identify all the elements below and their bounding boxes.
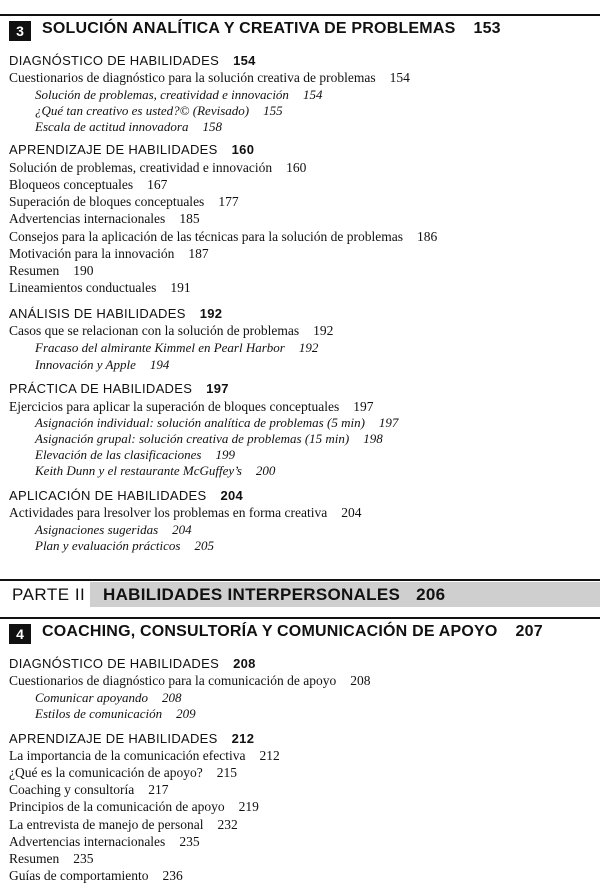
- section-heading: ANÁLISIS DE HABILIDADES 192: [9, 306, 223, 321]
- toc-entry[interactable]: Consejos para la aplicación de las técnicas para la solución de problemas 186: [9, 229, 438, 244]
- toc-entry[interactable]: Advertencias internacionales 235: [9, 834, 200, 849]
- toc-entry[interactable]: Superación de bloques conceptuales 177: [9, 194, 239, 209]
- toc-subentry[interactable]: ¿Qué tan creativo es usted?© (Revisado) 155: [35, 103, 283, 118]
- part-label: PARTE II: [12, 585, 86, 604]
- chapter-rule: [0, 14, 600, 16]
- part-rule: [0, 579, 600, 581]
- chapter-rule: [0, 617, 600, 619]
- toc-entry[interactable]: Guías de comportamiento 236: [9, 868, 183, 883]
- toc-entry[interactable]: Bloqueos conceptuales 167: [9, 177, 168, 192]
- section-heading: APRENDIZAJE DE HABILIDADES 212: [9, 731, 255, 746]
- toc-entry[interactable]: Cuestionarios de diagnóstico para la solución creativa de problemas 154: [9, 70, 410, 85]
- toc-entry[interactable]: Cuestionarios de diagnóstico para la comunicación de apoyo 208: [9, 673, 371, 688]
- part-page: 206: [416, 585, 446, 604]
- toc-subentry[interactable]: Innovación y Apple 194: [35, 357, 170, 372]
- part-banner: [0, 579, 600, 609]
- toc-entry[interactable]: Resumen 190: [9, 263, 94, 278]
- part-title: HABILIDADES INTERPERSONALES 206: [103, 585, 446, 604]
- chapter-page: 207: [515, 623, 543, 640]
- section-heading: APRENDIZAJE DE HABILIDADES 160: [9, 142, 255, 157]
- toc-subentry[interactable]: Solución de problemas, creatividad e innovación 154: [35, 87, 323, 102]
- section-heading: APLICACIÓN DE HABILIDADES 204: [9, 488, 244, 503]
- toc-entry[interactable]: Advertencias internacionales 185: [9, 211, 200, 226]
- section-heading: DIAGNÓSTICO DE HABILIDADES 154: [9, 53, 256, 68]
- toc-subentry[interactable]: Fracaso del almirante Kimmel en Pearl Harbor 192: [35, 340, 319, 355]
- toc-subentry[interactable]: Plan y evaluación prácticos 205: [35, 538, 214, 553]
- toc-entry[interactable]: Resumen 235: [9, 851, 94, 866]
- toc-entry[interactable]: Solución de problemas, creatividad e innovación 160: [9, 160, 307, 175]
- toc-subentry[interactable]: Elevación de las clasificaciones 199: [35, 447, 235, 462]
- toc-subentry[interactable]: Escala de actitud innovadora 158: [35, 119, 222, 134]
- chapter-number: 3: [9, 21, 31, 41]
- toc-entry[interactable]: Actividades para lresolver los problemas en forma creativa 204: [9, 505, 362, 520]
- toc-entry[interactable]: Motivación para la innovación 187: [9, 246, 209, 261]
- toc-entry[interactable]: La entrevista de manejo de personal 232: [9, 817, 238, 832]
- toc-subentry[interactable]: Estilos de comunicación 209: [35, 706, 196, 721]
- toc-entry[interactable]: Casos que se relacionan con la solución de problemas 192: [9, 323, 334, 338]
- chapter-page: 153: [473, 20, 501, 37]
- section-heading: DIAGNÓSTICO DE HABILIDADES 208: [9, 656, 256, 671]
- section-heading: PRÁCTICA DE HABILIDADES 197: [9, 381, 229, 396]
- toc-subentry[interactable]: Asignación individual: solución analítica de problemas (5 min) 197: [35, 415, 399, 430]
- chapter-number: 4: [9, 624, 31, 644]
- toc-entry[interactable]: Coaching y consultoría 217: [9, 782, 169, 797]
- toc-subentry[interactable]: Comunicar apoyando 208: [35, 690, 182, 705]
- toc-entry[interactable]: Lineamientos conductuales 191: [9, 280, 191, 295]
- toc-entry[interactable]: Principios de la comunicación de apoyo 219: [9, 799, 259, 814]
- toc-subentry[interactable]: Keith Dunn y el restaurante McGuffey’s 200: [35, 463, 276, 478]
- toc-entry[interactable]: Ejercicios para aplicar la superación de bloques conceptuales 197: [9, 399, 374, 414]
- chapter-title: SOLUCIÓN ANALÍTICA Y CREATIVA DE PROBLEMAS 153: [42, 20, 501, 37]
- chapter-title: COACHING, CONSULTORÍA Y COMUNICACIÓN DE APOYO 207: [42, 623, 543, 640]
- toc-entry[interactable]: La importancia de la comunicación efectiva 212: [9, 748, 280, 763]
- toc-entry[interactable]: ¿Qué es la comunicación de apoyo? 215: [9, 765, 238, 780]
- toc-subentry[interactable]: Asignaciones sugeridas 204: [35, 522, 192, 537]
- toc-subentry[interactable]: Asignación grupal: solución creativa de problemas (15 min) 198: [35, 431, 383, 446]
